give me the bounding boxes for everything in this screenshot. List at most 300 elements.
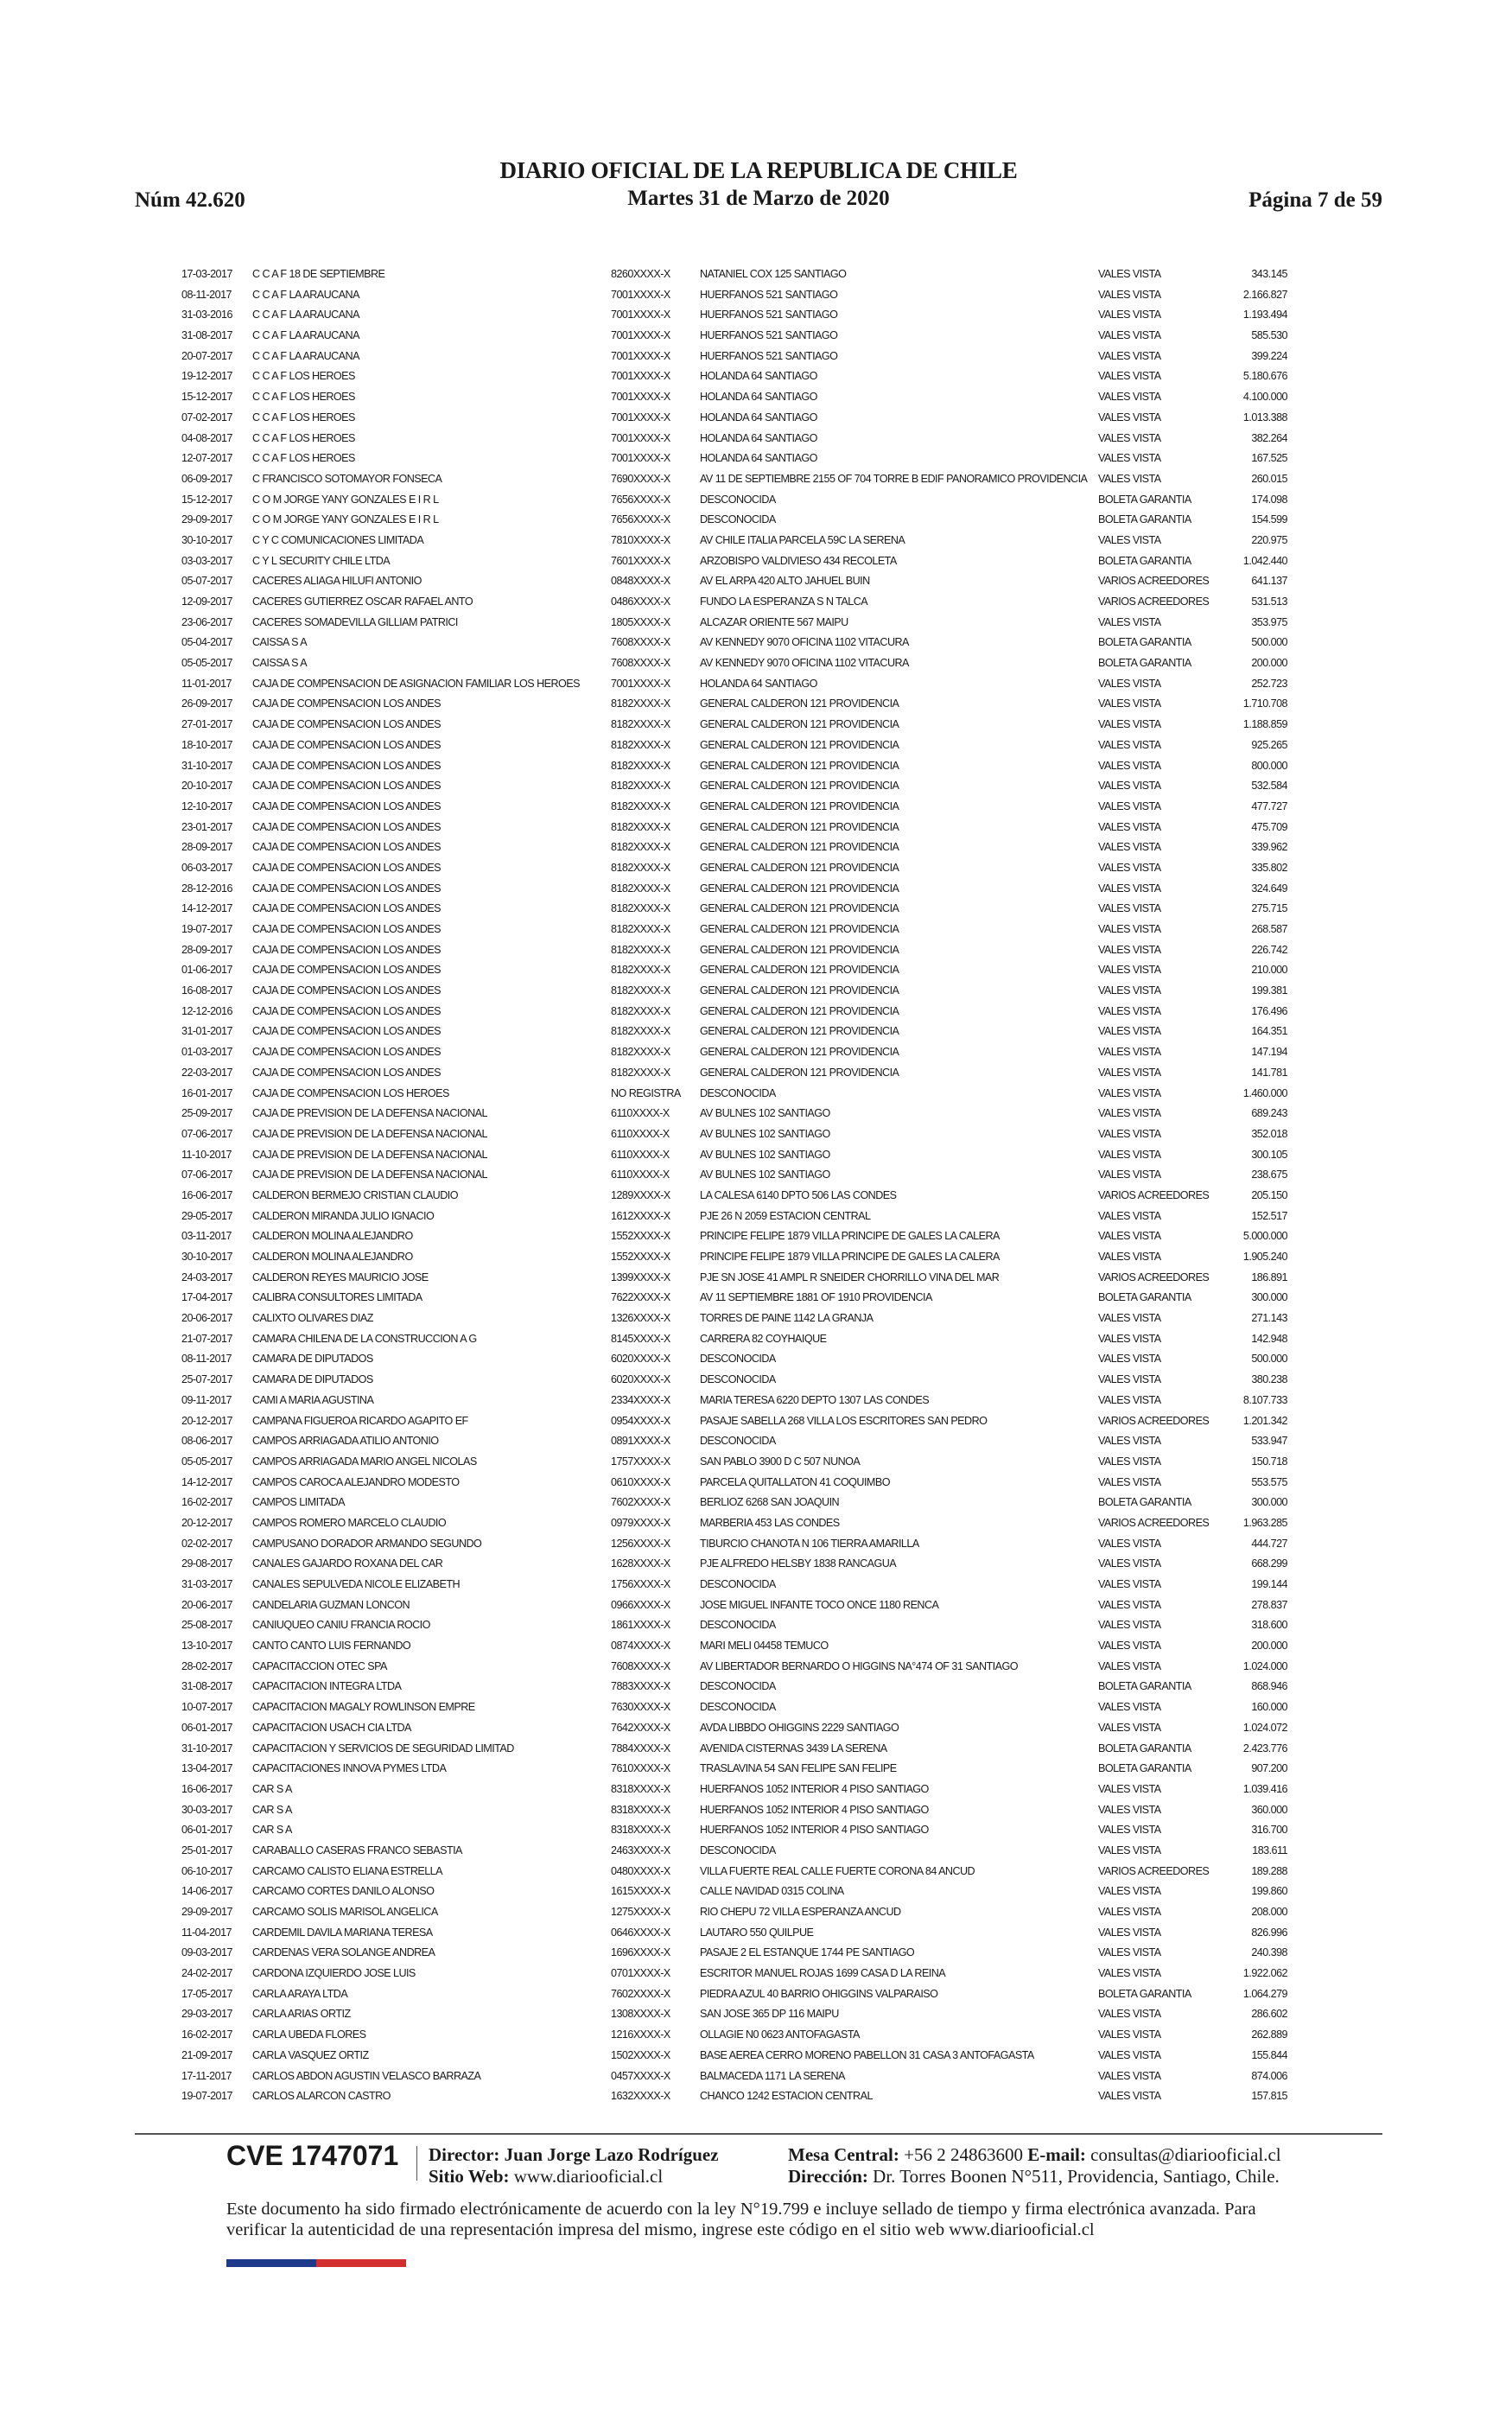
row-name: CAR S A: [252, 1782, 292, 1795]
row-type: VALES VISTA: [1098, 391, 1161, 404]
row-date: 16-01-2017: [181, 1086, 232, 1099]
row-type: BOLETA GARANTIA: [1098, 636, 1191, 649]
address-value: Dr. Torres Boonen N°511, Providencia, Santiago, Chile.: [873, 2166, 1280, 2187]
table-row: [181, 387, 1296, 408]
row-rut: 6020XXXX-X: [611, 1373, 670, 1386]
row-amount: 176.496: [1251, 1004, 1287, 1017]
row-type: VALES VISTA: [1098, 1107, 1161, 1120]
table-row: [181, 1800, 1296, 1821]
row-rut: 8182XXXX-X: [611, 1046, 670, 1059]
row-name: CAJA DE COMPENSACION LOS ANDES: [252, 697, 441, 710]
row-amount: 531.513: [1251, 595, 1287, 608]
row-amount: 238.675: [1251, 1169, 1287, 1181]
row-type: VALES VISTA: [1098, 431, 1161, 444]
table-row: [181, 326, 1296, 347]
row-date: 27-01-2017: [181, 718, 232, 731]
table-row: [181, 1534, 1296, 1555]
row-date: 11-10-2017: [181, 1148, 232, 1161]
row-address: GENERAL CALDERON 121 PROVIDENCIA: [700, 697, 899, 710]
row-type: VALES VISTA: [1098, 288, 1161, 301]
row-rut: 8182XXXX-X: [611, 738, 670, 751]
row-name: CAPACITACION INTEGRA LTDA: [252, 1680, 402, 1693]
row-amount: 874.006: [1251, 2069, 1287, 2082]
row-rut: 8182XXXX-X: [611, 984, 670, 997]
table-row: [181, 1882, 1296, 1902]
table-row: [181, 264, 1296, 285]
row-amount: 477.727: [1251, 799, 1287, 812]
row-date: 12-09-2017: [181, 595, 232, 608]
row-type: VALES VISTA: [1098, 1230, 1161, 1243]
row-date: 13-10-2017: [181, 1640, 232, 1653]
row-address: MARBERIA 453 LAS CONDES: [700, 1516, 840, 1529]
row-amount: 907.200: [1251, 1762, 1287, 1775]
row-rut: 7001XXXX-X: [611, 677, 670, 690]
row-rut: 6110XXXX-X: [611, 1148, 670, 1161]
table-row: [181, 736, 1296, 756]
row-date: 01-06-2017: [181, 964, 232, 977]
row-type: VALES VISTA: [1098, 1782, 1161, 1795]
table-row: [181, 2004, 1296, 2025]
table-row: [181, 1124, 1296, 1145]
table-row: [181, 1349, 1296, 1370]
row-type: VALES VISTA: [1098, 984, 1161, 997]
row-name: CAJA DE COMPENSACION LOS ANDES: [252, 759, 441, 772]
row-address: GENERAL CALDERON 121 PROVIDENCIA: [700, 1046, 899, 1059]
row-address: HUERFANOS 521 SANTIAGO: [700, 349, 838, 362]
row-rut: 7608XXXX-X: [611, 657, 670, 670]
row-date: 28-09-2017: [181, 943, 232, 956]
table-row: [181, 920, 1296, 940]
row-amount: 5.000.000: [1242, 1230, 1287, 1243]
row-name: CAJA DE COMPENSACION LOS ANDES: [252, 738, 441, 751]
row-name: C C A F LOS HEROES: [252, 370, 355, 383]
row-type: VALES VISTA: [1098, 718, 1161, 731]
row-amount: 199.144: [1251, 1578, 1287, 1590]
row-date: 17-05-2017: [181, 1987, 232, 2000]
row-address: LAUTARO 550 QUILPUE: [700, 1926, 814, 1939]
row-type: BOLETA GARANTIA: [1098, 1987, 1191, 2000]
row-date: 21-07-2017: [181, 1332, 232, 1345]
table-row: [181, 674, 1296, 695]
table-row: [181, 1329, 1296, 1350]
row-address: HUERFANOS 1052 INTERIOR 4 PISO SANTIAGO: [700, 1824, 929, 1837]
row-date: 18-10-2017: [181, 738, 232, 751]
row-address: OLLAGIE N0 0623 ANTOFAGASTA: [700, 2028, 860, 2041]
row-rut: 0480XXXX-X: [611, 1864, 670, 1877]
table-row: [181, 1657, 1296, 1678]
row-date: 30-10-2017: [181, 1251, 232, 1263]
row-type: BOLETA GARANTIA: [1098, 1762, 1191, 1775]
publication-title: DIARIO OFICIAL DE LA REPUBLICA DE CHILE: [499, 157, 1018, 183]
row-type: VALES VISTA: [1098, 923, 1161, 935]
row-amount: 189.288: [1251, 1864, 1287, 1877]
row-name: CARLA VASQUEZ ORTIZ: [252, 2048, 369, 2061]
row-name: CARCAMO CALISTO ELIANA ESTRELLA: [252, 1864, 442, 1877]
row-name: C C A F LOS HEROES: [252, 411, 355, 424]
row-rut: 6110XXXX-X: [611, 1169, 670, 1181]
row-name: CALDERON MOLINA ALEJANDRO: [252, 1230, 413, 1243]
row-name: CAJA DE COMPENSACION LOS ANDES: [252, 1046, 441, 1059]
row-amount: 252.723: [1251, 677, 1287, 690]
row-name: CAJA DE COMPENSACION DE ASIGNACION FAMILIAR LOS HEROES: [252, 677, 580, 690]
row-date: 06-01-2017: [181, 1721, 232, 1734]
row-address: FUNDO LA ESPERANZA S N TALCA: [700, 595, 868, 608]
row-rut: 1632XXXX-X: [611, 2090, 670, 2103]
row-date: 03-11-2017: [181, 1230, 232, 1243]
table-row: [181, 1841, 1296, 1862]
table-row: [181, 347, 1296, 367]
row-rut: 0874XXXX-X: [611, 1640, 670, 1653]
row-type: VALES VISTA: [1098, 1803, 1161, 1816]
page-indicator: Página 7 de 59: [1248, 188, 1382, 212]
row-type: VALES VISTA: [1098, 370, 1161, 383]
row-amount: 268.587: [1251, 923, 1287, 935]
row-rut: 8182XXXX-X: [611, 861, 670, 874]
row-amount: 1.905.240: [1242, 1251, 1287, 1263]
row-rut: 7001XXXX-X: [611, 370, 670, 383]
row-type: VALES VISTA: [1098, 1312, 1161, 1325]
table-row: [181, 1493, 1296, 1513]
table-row: [181, 1165, 1296, 1186]
row-date: 17-04-2017: [181, 1291, 232, 1304]
row-name: CAJA DE PREVISION DE LA DEFENSA NACIONAL: [252, 1107, 487, 1120]
row-type: VALES VISTA: [1098, 1066, 1161, 1079]
row-rut: 8182XXXX-X: [611, 759, 670, 772]
row-type: VALES VISTA: [1098, 472, 1161, 485]
row-name: CAMPOS LIMITADA: [252, 1496, 345, 1509]
issue-number: Núm 42.620: [135, 188, 245, 212]
row-name: CALDERON MIRANDA JULIO IGNACIO: [252, 1209, 435, 1222]
row-type: VALES VISTA: [1098, 309, 1161, 322]
row-address: DESCONOCIDA: [700, 1578, 776, 1590]
row-address: GENERAL CALDERON 121 PROVIDENCIA: [700, 964, 899, 977]
row-rut: 1289XXXX-X: [611, 1188, 670, 1201]
row-address: DESCONOCIDA: [700, 1435, 776, 1448]
row-amount: 641.137: [1251, 575, 1287, 588]
row-type: VARIOS ACREEDORES: [1098, 595, 1210, 608]
row-type: VALES VISTA: [1098, 902, 1161, 915]
row-amount: 300.000: [1251, 1496, 1287, 1509]
table-row: [181, 1513, 1296, 1534]
row-type: VALES VISTA: [1098, 1209, 1161, 1222]
row-type: VALES VISTA: [1098, 780, 1161, 793]
table-row: [181, 715, 1296, 736]
table-row: [181, 1207, 1296, 1227]
mesa-label: Mesa Central:: [788, 2144, 899, 2165]
row-name: C C A F LOS HEROES: [252, 452, 355, 465]
row-date: 14-12-2017: [181, 902, 232, 915]
row-amount: 800.000: [1251, 759, 1287, 772]
row-address: ALCAZAR ORIENTE 567 MAIPU: [700, 615, 848, 628]
row-amount: 1.460.000: [1242, 1086, 1287, 1099]
row-address: LA CALESA 6140 DPTO 506 LAS CONDES: [700, 1188, 897, 1201]
table-row: [181, 1739, 1296, 1760]
row-amount: 444.727: [1251, 1537, 1287, 1550]
row-date: 31-10-2017: [181, 1742, 232, 1754]
row-type: VALES VISTA: [1098, 1659, 1161, 1672]
row-name: CAR S A: [252, 1824, 292, 1837]
row-address: CALLE NAVIDAD 0315 COLINA: [700, 1885, 844, 1898]
row-name: CAMPOS ARRIAGADA MARIO ANGEL NICOLAS: [252, 1455, 477, 1468]
row-rut: 1275XXXX-X: [611, 1906, 670, 1918]
row-rut: 8182XXXX-X: [611, 1025, 670, 1038]
row-type: VALES VISTA: [1098, 964, 1161, 977]
row-type: VALES VISTA: [1098, 268, 1161, 280]
row-name: C O M JORGE YANY GONZALES E I R L: [252, 493, 439, 506]
row-rut: 8182XXXX-X: [611, 841, 670, 854]
row-name: CAISSA S A: [252, 636, 308, 649]
flag-bar-red: [316, 2259, 406, 2267]
table-row: [181, 1902, 1296, 1923]
row-address: AVENIDA CISTERNAS 3439 LA SERENA: [700, 1742, 887, 1754]
row-date: 06-03-2017: [181, 861, 232, 874]
row-name: CACERES SOMADEVILLA GILLIAM PATRICI: [252, 615, 458, 628]
row-amount: 142.948: [1251, 1332, 1287, 1345]
row-date: 06-09-2017: [181, 472, 232, 485]
row-name: CACERES GUTIERREZ OSCAR RAFAEL ANTO: [252, 595, 473, 608]
row-address: GENERAL CALDERON 121 PROVIDENCIA: [700, 718, 899, 731]
row-address: PRINCIPE FELIPE 1879 VILLA PRINCIPE DE GALES LA CALERA: [700, 1251, 1000, 1263]
row-rut: 1612XXXX-X: [611, 1209, 670, 1222]
row-date: 21-09-2017: [181, 2048, 232, 2061]
site-link[interactable]: www.diariooficial.cl: [513, 2166, 664, 2187]
email-link[interactable]: consultas@diariooficial.cl: [1090, 2144, 1281, 2165]
row-date: 12-10-2017: [181, 799, 232, 812]
row-rut: 1326XXXX-X: [611, 1312, 670, 1325]
row-type: VALES VISTA: [1098, 841, 1161, 854]
row-name: CANTO CANTO LUIS FERNANDO: [252, 1640, 411, 1653]
table-row: [181, 837, 1296, 858]
row-amount: 1.064.279: [1242, 1987, 1287, 2000]
row-amount: 4.100.000: [1242, 391, 1287, 404]
row-amount: 382.264: [1251, 431, 1287, 444]
row-name: CARLOS ABDON AGUSTIN VELASCO BARRAZA: [252, 2069, 481, 2082]
table-row: [181, 1084, 1296, 1105]
table-row: [181, 2086, 1296, 2107]
table-row: [181, 571, 1296, 592]
row-date: 20-06-2017: [181, 1598, 232, 1611]
row-date: 31-03-2017: [181, 1578, 232, 1590]
row-rut: 8182XXXX-X: [611, 780, 670, 793]
row-rut: 8182XXXX-X: [611, 820, 670, 833]
row-rut: 8318XXXX-X: [611, 1782, 670, 1795]
row-name: CAJA DE COMPENSACION LOS ANDES: [252, 1004, 441, 1017]
row-amount: 8.107.733: [1242, 1393, 1287, 1406]
row-name: CAJA DE COMPENSACION LOS ANDES: [252, 861, 441, 874]
row-address: HOLANDA 64 SANTIAGO: [700, 452, 817, 465]
publication-date: Martes 31 de Marzo de 2020: [627, 187, 890, 210]
row-amount: 150.718: [1251, 1455, 1287, 1468]
row-amount: 1.963.285: [1242, 1516, 1287, 1529]
row-rut: 8145XXXX-X: [611, 1332, 670, 1345]
row-address: BERLIOZ 6268 SAN JOAQUIN: [700, 1496, 840, 1509]
row-address: PJE SN JOSE 41 AMPL R SNEIDER CHORRILLO VINA DEL MAR: [700, 1270, 1000, 1283]
table-row: [181, 1452, 1296, 1473]
table-row: [181, 776, 1296, 797]
row-name: CAPACITACIONES INNOVA PYMES LTDA: [252, 1762, 447, 1775]
row-name: C C A F LOS HEROES: [252, 431, 355, 444]
row-date: 28-12-2016: [181, 882, 232, 895]
row-type: VALES VISTA: [1098, 1906, 1161, 1918]
row-amount: 1.193.494: [1242, 309, 1287, 322]
row-rut: 8260XXXX-X: [611, 268, 670, 280]
row-type: VALES VISTA: [1098, 615, 1161, 628]
row-type: VALES VISTA: [1098, 2028, 1161, 2041]
row-date: 29-03-2017: [181, 2008, 232, 2021]
row-amount: 271.143: [1251, 1312, 1287, 1325]
row-date: 10-07-2017: [181, 1701, 232, 1714]
row-rut: 8182XXXX-X: [611, 882, 670, 895]
flag-bar-blue: [226, 2259, 316, 2267]
row-amount: 157.815: [1251, 2090, 1287, 2103]
row-amount: 155.844: [1251, 2048, 1287, 2061]
table-row: [181, 899, 1296, 920]
table-row: [181, 694, 1296, 715]
row-address: SAN PABLO 3900 D C 507 NUNOA: [700, 1455, 861, 1468]
row-address: HOLANDA 64 SANTIAGO: [700, 370, 817, 383]
row-amount: 475.709: [1251, 820, 1287, 833]
row-address: PJE 26 N 2059 ESTACION CENTRAL: [700, 1209, 871, 1222]
row-name: CAJA DE COMPENSACION LOS ANDES: [252, 820, 441, 833]
row-type: VALES VISTA: [1098, 1885, 1161, 1898]
row-rut: 0610XXXX-X: [611, 1475, 670, 1488]
table-row: [181, 1309, 1296, 1329]
row-amount: 689.243: [1251, 1107, 1287, 1120]
row-name: CARCAMO SOLIS MARISOL ANGELICA: [252, 1906, 438, 1918]
row-address: HOLANDA 64 SANTIAGO: [700, 391, 817, 404]
row-amount: 316.700: [1251, 1824, 1287, 1837]
row-name: C Y L SECURITY CHILE LTDA: [252, 554, 391, 567]
row-date: 05-07-2017: [181, 575, 232, 588]
row-rut: 7608XXXX-X: [611, 1659, 670, 1672]
row-address: BALMACEDA 1171 LA SERENA: [700, 2069, 845, 2082]
row-address: AV KENNEDY 9070 OFICINA 1102 VITACURA: [700, 636, 909, 649]
row-amount: 1.201.342: [1242, 1414, 1287, 1427]
row-date: 24-02-2017: [181, 1967, 232, 1980]
row-date: 06-10-2017: [181, 1864, 232, 1877]
row-rut: 7001XXXX-X: [611, 288, 670, 301]
row-type: VALES VISTA: [1098, 1578, 1161, 1590]
row-type: VARIOS ACREEDORES: [1098, 1188, 1210, 1201]
row-type: BOLETA GARANTIA: [1098, 657, 1191, 670]
row-address: CHANCO 1242 ESTACION CENTRAL: [700, 2090, 873, 2103]
contact-block: [788, 2144, 1281, 2188]
row-amount: 164.351: [1251, 1025, 1287, 1038]
mesa-phone: +56 2 24863600: [904, 2144, 1023, 2165]
row-amount: 533.947: [1251, 1435, 1287, 1448]
row-name: CARLA ARAYA LTDA: [252, 1987, 348, 2000]
row-rut: 8182XXXX-X: [611, 718, 670, 731]
row-name: CAJA DE COMPENSACION LOS ANDES: [252, 964, 441, 977]
row-date: 01-03-2017: [181, 1046, 232, 1059]
row-address: DESCONOCIDA: [700, 1680, 776, 1693]
row-address: DESCONOCIDA: [700, 1086, 776, 1099]
row-address: HOLANDA 64 SANTIAGO: [700, 431, 817, 444]
row-amount: 199.860: [1251, 1885, 1287, 1898]
row-address: TORRES DE PAINE 1142 LA GRANJA: [700, 1312, 874, 1325]
row-type: BOLETA GARANTIA: [1098, 493, 1191, 506]
row-date: 25-08-2017: [181, 1619, 232, 1632]
row-date: 31-08-2017: [181, 329, 232, 342]
row-rut: 8182XXXX-X: [611, 1004, 670, 1017]
address-label: Dirección:: [788, 2166, 868, 2187]
row-amount: 300.105: [1251, 1148, 1287, 1161]
row-type: VALES VISTA: [1098, 1537, 1161, 1550]
row-address: TIBURCIO CHANOTA N 106 TIERRA AMARILLA: [700, 1537, 919, 1550]
row-type: VALES VISTA: [1098, 1127, 1161, 1140]
row-amount: 318.600: [1251, 1619, 1287, 1632]
row-address: GENERAL CALDERON 121 PROVIDENCIA: [700, 759, 899, 772]
row-name: CAMARA DE DIPUTADOS: [252, 1353, 373, 1366]
row-name: C C A F LOS HEROES: [252, 391, 355, 404]
row-name: CARLA ARIAS ORTIZ: [252, 2008, 351, 2021]
row-date: 17-03-2017: [181, 268, 232, 280]
row-date: 20-06-2017: [181, 1312, 232, 1325]
row-rut: 0891XXXX-X: [611, 1435, 670, 1448]
row-date: 11-01-2017: [181, 677, 232, 690]
row-amount: 1.922.062: [1242, 1967, 1287, 1980]
table-row: [181, 1186, 1296, 1207]
row-date: 31-08-2017: [181, 1680, 232, 1693]
row-amount: 174.098: [1251, 493, 1287, 506]
row-date: 04-08-2017: [181, 431, 232, 444]
row-address: AV LIBERTADOR BERNARDO O HIGGINS NA°474 OF 31 SANTIAGO: [700, 1659, 1018, 1672]
row-rut: 1805XXXX-X: [611, 615, 670, 628]
row-address: PIEDRA AZUL 40 BARRIO OHIGGINS VALPARAISO: [700, 1987, 938, 2000]
row-address: GENERAL CALDERON 121 PROVIDENCIA: [700, 861, 899, 874]
row-address: DESCONOCIDA: [700, 493, 776, 506]
row-name: CARCAMO CORTES DANILO ALONSO: [252, 1885, 435, 1898]
row-address: AV BULNES 102 SANTIAGO: [700, 1169, 830, 1181]
row-date: 30-03-2017: [181, 1803, 232, 1816]
row-type: VALES VISTA: [1098, 1251, 1161, 1263]
table-row: [181, 366, 1296, 387]
row-amount: 1.024.072: [1242, 1721, 1287, 1734]
row-amount: 210.000: [1251, 964, 1287, 977]
row-address: DESCONOCIDA: [700, 1353, 776, 1366]
row-address: NATANIEL COX 125 SANTIAGO: [700, 268, 847, 280]
row-date: 23-01-2017: [181, 820, 232, 833]
row-type: VALES VISTA: [1098, 738, 1161, 751]
row-name: CALDERON BERMEJO CRISTIAN CLAUDIO: [252, 1188, 458, 1201]
row-address: AV EL ARPA 420 ALTO JAHUEL BUIN: [700, 575, 870, 588]
table-row: [181, 429, 1296, 449]
row-rut: 8182XXXX-X: [611, 799, 670, 812]
row-address: HUERFANOS 521 SANTIAGO: [700, 329, 838, 342]
row-rut: 1552XXXX-X: [611, 1230, 670, 1243]
row-amount: 147.194: [1251, 1046, 1287, 1059]
table-row: [181, 1268, 1296, 1289]
row-date: 22-03-2017: [181, 1066, 232, 1079]
row-type: VALES VISTA: [1098, 2069, 1161, 2082]
row-rut: 0966XXXX-X: [611, 1598, 670, 1611]
row-address: HUERFANOS 1052 INTERIOR 4 PISO SANTIAGO: [700, 1803, 929, 1816]
table-row: [181, 633, 1296, 653]
row-rut: 8182XXXX-X: [611, 964, 670, 977]
row-rut: 7602XXXX-X: [611, 1496, 670, 1509]
row-address: AV 11 SEPTIEMBRE 1881 OF 1910 PROVIDENCIA: [700, 1291, 932, 1304]
row-address: GENERAL CALDERON 121 PROVIDENCIA: [700, 943, 899, 956]
row-name: CAJA DE COMPENSACION LOS ANDES: [252, 923, 441, 935]
row-address: AV BULNES 102 SANTIAGO: [700, 1148, 830, 1161]
row-type: VALES VISTA: [1098, 1004, 1161, 1017]
row-amount: 275.715: [1251, 902, 1287, 915]
table-row: [181, 285, 1296, 306]
table-row: [181, 613, 1296, 634]
table-row: [181, 592, 1296, 613]
row-rut: 7601XXXX-X: [611, 554, 670, 567]
row-amount: 532.584: [1251, 780, 1287, 793]
